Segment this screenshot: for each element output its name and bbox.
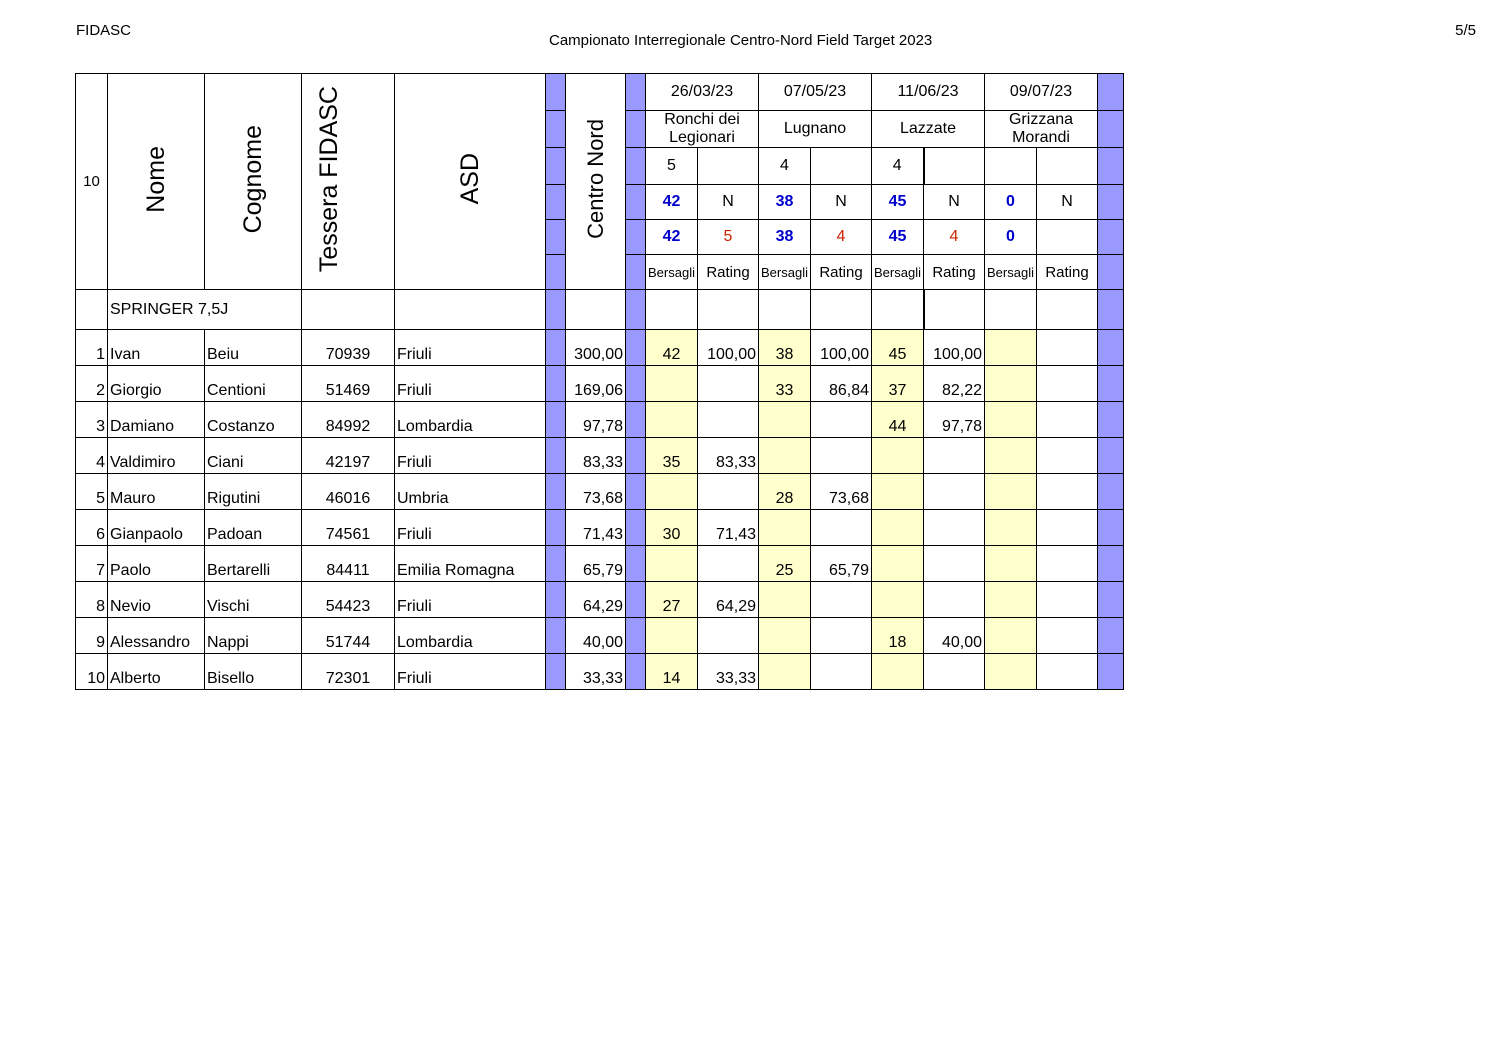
separator-cell	[626, 74, 646, 111]
row-total: 64,29	[566, 582, 626, 618]
row-nome: Paolo	[108, 546, 205, 582]
row-event-score: 45	[872, 330, 924, 366]
table-row	[76, 654, 1124, 690]
row-cognome: Nappi	[205, 618, 302, 654]
event-place: Grizzana Morandi	[985, 111, 1098, 148]
event-targets-count: 5	[646, 148, 698, 185]
separator-cell	[626, 654, 646, 690]
row-total: 300,00	[566, 330, 626, 366]
separator-cell	[546, 255, 566, 290]
table-row	[76, 366, 1124, 402]
row-tessera: 70939	[302, 330, 395, 366]
separator-cell	[626, 510, 646, 546]
event-date: 26/03/23	[646, 74, 759, 111]
row-event-rating: 83,33	[698, 438, 759, 474]
row-event-rating	[698, 402, 759, 438]
row-event-score	[759, 582, 811, 618]
empty-cell	[759, 290, 811, 330]
row-total: 97,78	[566, 402, 626, 438]
row-event-score	[872, 474, 924, 510]
row-event-score	[646, 474, 698, 510]
row-event-score	[985, 510, 1037, 546]
results-table	[75, 73, 1124, 690]
separator-cell	[1098, 148, 1124, 185]
event-max-score: 0	[985, 185, 1037, 220]
empty-cell	[985, 290, 1037, 330]
row-event-rating: 100,00	[924, 330, 985, 366]
event-participants	[1037, 220, 1098, 255]
col-header-bersagli: Bersagli	[646, 255, 698, 290]
row-position: 3	[76, 402, 108, 438]
row-position: 5	[76, 474, 108, 510]
event-targets-count	[985, 148, 1037, 185]
empty-cell	[924, 290, 985, 330]
row-event-score: 25	[759, 546, 811, 582]
row-asd: Umbria	[395, 474, 546, 510]
row-event-rating: 100,00	[811, 330, 872, 366]
separator-cell	[1098, 366, 1124, 402]
category-label: SPRINGER 7,5J	[108, 290, 302, 330]
row-event-rating	[698, 474, 759, 510]
separator-cell	[626, 582, 646, 618]
table-row	[76, 402, 1124, 438]
event-place: Lugnano	[759, 111, 872, 148]
row-event-score: 18	[872, 618, 924, 654]
separator-cell	[626, 220, 646, 255]
row-tessera: 84411	[302, 546, 395, 582]
row-event-score	[872, 654, 924, 690]
row-total: 71,43	[566, 510, 626, 546]
separator-cell	[1098, 74, 1124, 111]
separator-cell	[546, 330, 566, 366]
separator-cell	[626, 330, 646, 366]
row-position: 1	[76, 330, 108, 366]
event-n-label: N	[698, 185, 759, 220]
row-event-score	[759, 510, 811, 546]
separator-cell	[546, 185, 566, 220]
row-tessera: 54423	[302, 582, 395, 618]
row-event-rating: 33,33	[698, 654, 759, 690]
separator-cell	[1098, 438, 1124, 474]
header-tessera: Tessera FIDASC	[302, 74, 395, 290]
row-event-rating: 71,43	[698, 510, 759, 546]
row-event-rating: 64,29	[698, 582, 759, 618]
row-event-score: 28	[759, 474, 811, 510]
row-tessera: 51469	[302, 366, 395, 402]
row-event-score	[759, 438, 811, 474]
separator-cell	[546, 582, 566, 618]
event-participants: 5	[698, 220, 759, 255]
empty-cell	[1037, 148, 1098, 185]
row-total: 33,33	[566, 654, 626, 690]
row-event-rating	[811, 654, 872, 690]
row-event-rating	[1037, 582, 1098, 618]
row-cognome: Bisello	[205, 654, 302, 690]
row-nome: Giorgio	[108, 366, 205, 402]
row-event-rating	[1037, 366, 1098, 402]
row-event-rating: 40,00	[924, 618, 985, 654]
separator-cell	[1098, 582, 1124, 618]
row-cognome: Padoan	[205, 510, 302, 546]
row-event-score	[985, 438, 1037, 474]
row-total: 65,79	[566, 546, 626, 582]
table-row	[76, 582, 1124, 618]
row-event-score	[985, 474, 1037, 510]
col-header-rating: Rating	[1037, 255, 1098, 290]
row-event-score	[872, 582, 924, 618]
separator-cell	[626, 185, 646, 220]
row-asd: Friuli	[395, 654, 546, 690]
row-total: 169,06	[566, 366, 626, 402]
row-event-score: 35	[646, 438, 698, 474]
row-event-rating	[924, 582, 985, 618]
header-org: FIDASC	[76, 22, 132, 39]
row-event-rating	[1037, 510, 1098, 546]
row-event-score: 27	[646, 582, 698, 618]
row-tessera: 74561	[302, 510, 395, 546]
event-place: Ronchi dei Legionari	[646, 111, 759, 148]
table-row	[76, 546, 1124, 582]
row-cognome: Costanzo	[205, 402, 302, 438]
separator-cell	[1098, 111, 1124, 148]
separator-cell	[546, 220, 566, 255]
empty-cell	[566, 290, 626, 330]
row-cognome: Centioni	[205, 366, 302, 402]
event-place: Lazzate	[872, 111, 985, 148]
event-n-label: N	[1037, 185, 1098, 220]
empty-cell	[302, 290, 395, 330]
row-tessera: 51744	[302, 618, 395, 654]
separator-cell	[1098, 474, 1124, 510]
separator-cell	[1098, 510, 1124, 546]
col-header-bersagli: Bersagli	[985, 255, 1037, 290]
row-event-score: 42	[646, 330, 698, 366]
separator-cell	[626, 474, 646, 510]
header-cognome: Cognome	[205, 74, 302, 290]
separator-cell	[546, 618, 566, 654]
event-date: 09/07/23	[985, 74, 1098, 111]
separator-cell	[626, 148, 646, 185]
separator-cell	[626, 402, 646, 438]
table-row	[76, 474, 1124, 510]
separator-cell	[546, 654, 566, 690]
row-event-score	[646, 366, 698, 402]
row-position: 8	[76, 582, 108, 618]
separator-cell	[546, 74, 566, 111]
event-max-score-2: 45	[872, 220, 924, 255]
row-event-rating	[1037, 474, 1098, 510]
row-position: 4	[76, 438, 108, 474]
row-event-rating	[924, 474, 985, 510]
event-targets-count: 4	[872, 148, 924, 185]
table-row	[76, 618, 1124, 654]
row-event-rating: 65,79	[811, 546, 872, 582]
empty-cell	[1037, 290, 1098, 330]
empty-cell	[811, 148, 872, 185]
row-event-rating	[1037, 330, 1098, 366]
separator-cell	[546, 474, 566, 510]
row-event-rating	[698, 546, 759, 582]
row-event-score	[759, 402, 811, 438]
row-event-score	[985, 546, 1037, 582]
row-nome: Nevio	[108, 582, 205, 618]
row-nome: Valdimiro	[108, 438, 205, 474]
row-event-score: 14	[646, 654, 698, 690]
row-event-score: 44	[872, 402, 924, 438]
empty-cell	[395, 290, 546, 330]
row-event-rating	[811, 582, 872, 618]
col-header-rating: Rating	[924, 255, 985, 290]
row-event-rating	[1037, 654, 1098, 690]
row-event-rating	[811, 510, 872, 546]
row-event-rating	[698, 366, 759, 402]
row-asd: Friuli	[395, 366, 546, 402]
event-max-score-2: 42	[646, 220, 698, 255]
empty-cell	[698, 148, 759, 185]
table-row	[76, 510, 1124, 546]
row-position: 2	[76, 366, 108, 402]
row-event-rating	[1037, 402, 1098, 438]
separator-cell	[1098, 330, 1124, 366]
empty-cell	[698, 290, 759, 330]
row-tessera: 72301	[302, 654, 395, 690]
row-event-rating: 97,78	[924, 402, 985, 438]
separator-cell	[1098, 402, 1124, 438]
separator-cell	[546, 438, 566, 474]
event-targets-count: 4	[759, 148, 811, 185]
row-event-score: 30	[646, 510, 698, 546]
row-cognome: Beiu	[205, 330, 302, 366]
row-total: 73,68	[566, 474, 626, 510]
row-nome: Alessandro	[108, 618, 205, 654]
row-event-score	[985, 366, 1037, 402]
header-asd: ASD	[395, 74, 546, 290]
row-asd: Lombardia	[395, 618, 546, 654]
row-event-score	[872, 438, 924, 474]
row-nome: Damiano	[108, 402, 205, 438]
header-nome: Nome	[108, 74, 205, 290]
row-event-score	[759, 654, 811, 690]
row-event-score	[985, 402, 1037, 438]
separator-cell	[1098, 290, 1124, 330]
row-event-rating	[1037, 618, 1098, 654]
separator-cell	[1098, 654, 1124, 690]
row-tessera: 46016	[302, 474, 395, 510]
row-event-rating	[924, 510, 985, 546]
row-event-rating	[1037, 546, 1098, 582]
row-event-rating: 86,84	[811, 366, 872, 402]
row-nome: Ivan	[108, 330, 205, 366]
event-max-score: 42	[646, 185, 698, 220]
event-participants: 4	[811, 220, 872, 255]
table-row	[76, 438, 1124, 474]
empty-cell	[646, 290, 698, 330]
row-total: 83,33	[566, 438, 626, 474]
row-asd: Friuli	[395, 510, 546, 546]
row-event-rating	[924, 438, 985, 474]
event-max-score: 38	[759, 185, 811, 220]
row-event-score	[985, 330, 1037, 366]
row-position: 6	[76, 510, 108, 546]
row-cognome: Rigutini	[205, 474, 302, 510]
col-header-bersagli: Bersagli	[759, 255, 811, 290]
event-n-label: N	[924, 185, 985, 220]
row-event-score	[759, 618, 811, 654]
row-asd: Lombardia	[395, 402, 546, 438]
table-row	[76, 330, 1124, 366]
row-event-score	[985, 582, 1037, 618]
row-event-rating	[1037, 438, 1098, 474]
row-event-rating	[924, 546, 985, 582]
row-nome: Mauro	[108, 474, 205, 510]
separator-cell	[546, 402, 566, 438]
row-event-rating	[924, 654, 985, 690]
separator-cell	[626, 546, 646, 582]
separator-cell	[626, 290, 646, 330]
empty-cell	[872, 290, 924, 330]
event-participants: 4	[924, 220, 985, 255]
row-nome: Gianpaolo	[108, 510, 205, 546]
row-cognome: Vischi	[205, 582, 302, 618]
row-event-score: 33	[759, 366, 811, 402]
separator-cell	[1098, 220, 1124, 255]
event-max-score: 45	[872, 185, 924, 220]
row-tessera: 84992	[302, 402, 395, 438]
row-event-rating	[811, 438, 872, 474]
row-position: 10	[76, 654, 108, 690]
separator-cell	[546, 546, 566, 582]
separator-cell	[1098, 255, 1124, 290]
page-title: Campionato Interregionale Centro-Nord Field Target 2023	[549, 32, 933, 49]
row-event-score: 38	[759, 330, 811, 366]
row-asd: Friuli	[395, 330, 546, 366]
separator-cell	[546, 366, 566, 402]
row-total: 40,00	[566, 618, 626, 654]
separator-cell	[546, 510, 566, 546]
header-region: Centro Nord	[566, 74, 626, 290]
row-nome: Alberto	[108, 654, 205, 690]
empty-cell	[76, 290, 108, 330]
row-event-score	[985, 618, 1037, 654]
row-event-score	[872, 546, 924, 582]
separator-cell	[1098, 546, 1124, 582]
event-date: 07/05/23	[759, 74, 872, 111]
row-cognome: Bertarelli	[205, 546, 302, 582]
row-event-rating	[811, 618, 872, 654]
row-position: 7	[76, 546, 108, 582]
row-count: 10	[76, 74, 108, 290]
row-position: 9	[76, 618, 108, 654]
separator-cell	[546, 148, 566, 185]
separator-cell	[626, 366, 646, 402]
empty-cell	[924, 148, 985, 185]
row-event-score	[646, 402, 698, 438]
row-asd: Friuli	[395, 582, 546, 618]
separator-cell	[546, 290, 566, 330]
col-header-rating: Rating	[698, 255, 759, 290]
separator-cell	[626, 255, 646, 290]
row-event-rating	[811, 402, 872, 438]
separator-cell	[1098, 185, 1124, 220]
row-tessera: 42197	[302, 438, 395, 474]
event-n-label: N	[811, 185, 872, 220]
row-event-score: 37	[872, 366, 924, 402]
row-event-rating: 73,68	[811, 474, 872, 510]
row-event-rating	[698, 618, 759, 654]
separator-cell	[626, 111, 646, 148]
row-event-score	[646, 618, 698, 654]
separator-cell	[546, 111, 566, 148]
row-asd: Emilia Romagna	[395, 546, 546, 582]
event-max-score-2: 38	[759, 220, 811, 255]
row-event-rating: 100,00	[698, 330, 759, 366]
row-event-score	[985, 654, 1037, 690]
row-event-score	[872, 510, 924, 546]
page-number: 5/5	[1455, 22, 1476, 39]
empty-cell	[811, 290, 872, 330]
separator-cell	[626, 618, 646, 654]
separator-cell	[626, 438, 646, 474]
col-header-bersagli: Bersagli	[872, 255, 924, 290]
event-max-score-2: 0	[985, 220, 1037, 255]
col-header-rating: Rating	[811, 255, 872, 290]
separator-cell	[1098, 618, 1124, 654]
row-asd: Friuli	[395, 438, 546, 474]
row-event-rating: 82,22	[924, 366, 985, 402]
event-date: 11/06/23	[872, 74, 985, 111]
row-event-score	[646, 546, 698, 582]
row-cognome: Ciani	[205, 438, 302, 474]
